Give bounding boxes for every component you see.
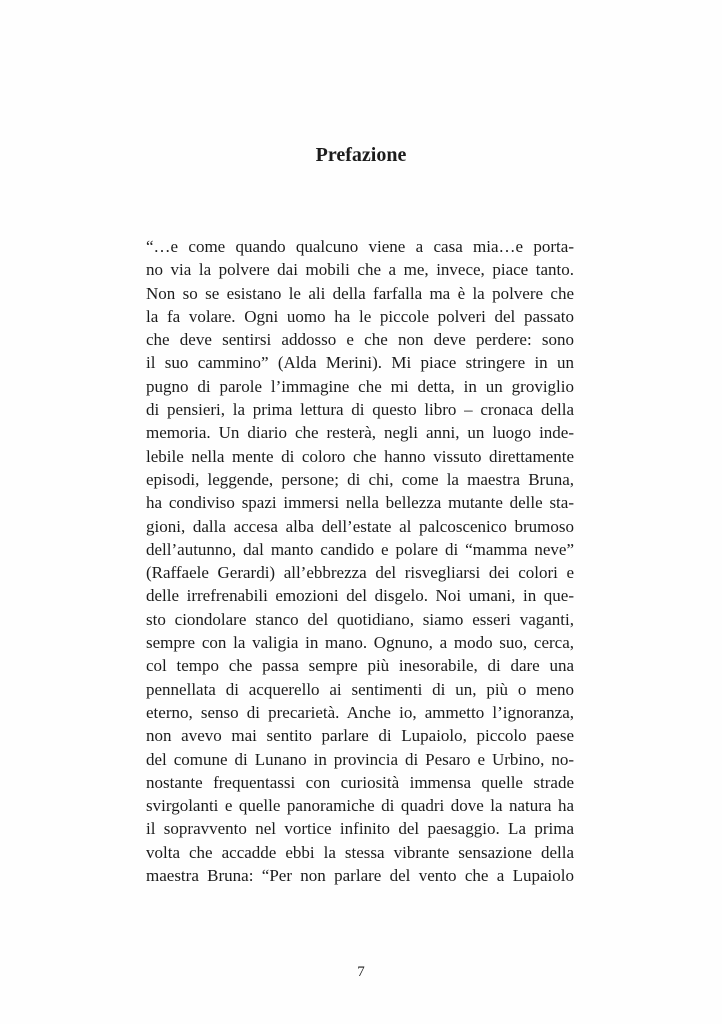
- text-line: del comune di Lunano in provincia di Pesaro e Urbino, no-: [146, 749, 574, 769]
- text-line: volta che accadde ebbi la stessa vibrante sensazione della: [146, 842, 574, 862]
- text-line: pennellata di acquerello ai sentimenti di un, più o meno: [146, 679, 574, 699]
- text-line: maestra Bruna: “Per non parlare del vento che a Lupaiolo: [146, 866, 574, 886]
- text-line: il suo cammino” (Alda Merini). Mi piace stringere in un: [146, 353, 574, 373]
- text-line: episodi, leggende, persone; di chi, come la maestra Bruna,: [146, 469, 574, 489]
- preface-paragraph: [146, 235, 574, 887]
- text-line: eterno, senso di precarietà. Anche io, ammetto l’ignoranza,: [146, 702, 574, 722]
- text-line: svirgolanti e quelle panoramiche di quadri dove la natura ha: [146, 796, 574, 816]
- text-line: Non so se esistano le ali della farfalla ma è la polvere che: [146, 283, 574, 303]
- text-line: che deve sentirsi addosso e che non deve perdere: sono: [146, 330, 574, 350]
- text-line: no via la polvere dai mobili che a me, invece, piace tanto.: [146, 260, 574, 280]
- text-line: gioni, dalla accesa alba dell’estate al palcoscenico brumoso: [146, 516, 574, 536]
- page-title: Prefazione: [315, 144, 407, 166]
- text-line: il sopravvento nel vortice infinito del paesaggio. La prima: [146, 819, 574, 839]
- text-line: la fa volare. Ogni uomo ha le piccole polveri del passato: [146, 306, 574, 326]
- text-line: memoria. Un diario che resterà, negli anni, un luogo inde-: [146, 423, 574, 443]
- text-line: delle irrefrenabili emozioni del disgelo. Noi umani, in que-: [146, 586, 574, 606]
- text-line: di pensieri, la prima lettura di questo libro – cronaca della: [146, 400, 574, 420]
- text-line: “…e come quando qualcuno viene a casa mia…e porta-: [146, 237, 574, 256]
- text-line: ha condiviso spazi immersi nella bellezza mutante delle sta-: [146, 493, 574, 513]
- text-line: non avevo mai sentito parlare di Lupaiolo, piccolo paese: [146, 726, 574, 746]
- text-line: lebile nella mente di coloro che hanno vissuto direttamente: [146, 446, 574, 466]
- text-line: dell’autunno, dal manto candido e polare di “mamma neve”: [146, 539, 574, 559]
- text-line: sempre con la valigia in mano. Ognuno, a modo suo, cerca,: [146, 633, 574, 653]
- text-line: sto ciondolare stanco del quotidiano, siamo esseri vaganti,: [146, 609, 574, 629]
- text-line: col tempo che passa sempre più inesorabile, di dare una: [146, 656, 574, 676]
- text-line: pugno di parole l’immagine che mi detta, in un groviglio: [146, 376, 574, 396]
- page-number: 7: [357, 964, 365, 980]
- text-line: nostante frequentassi con curiosità immensa quelle strade: [146, 772, 574, 792]
- text-line: (Raffaele Gerardi) all’ebbrezza del risvegliarsi dei colori e: [146, 563, 574, 583]
